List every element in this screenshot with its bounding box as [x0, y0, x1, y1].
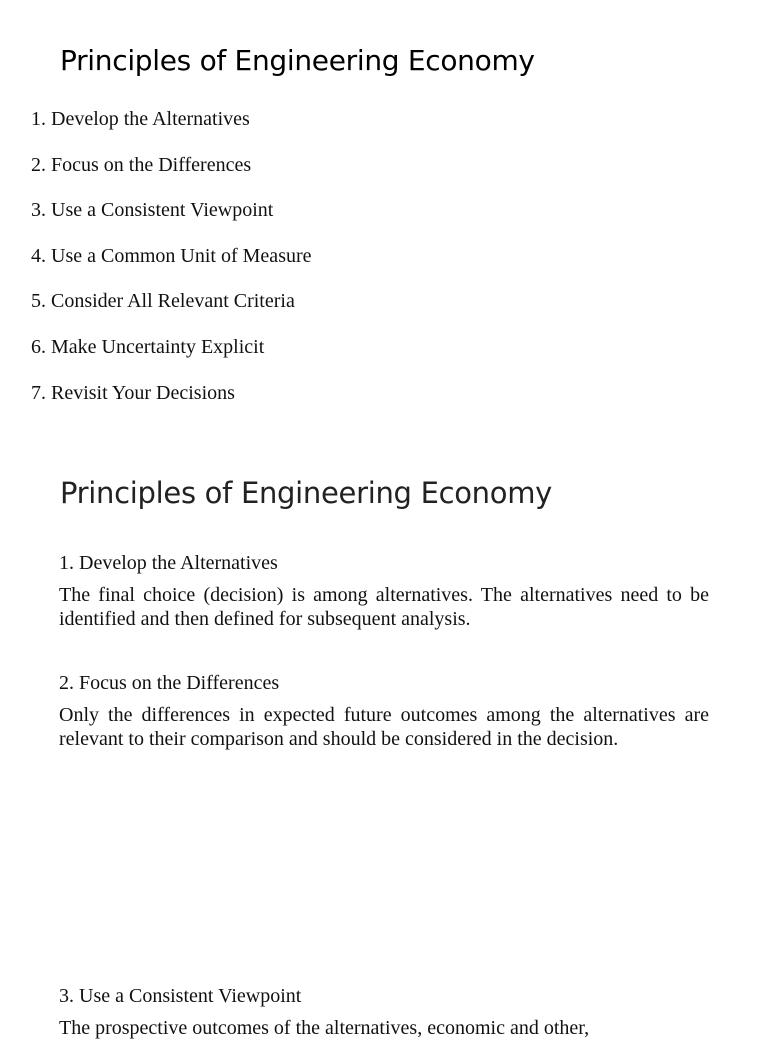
section-heading: 3. Use a Consistent Viewpoint	[59, 985, 302, 1007]
section-body: The prospective outcomes of the alternatives, economic and other,	[59, 1017, 590, 1039]
section-heading: 1. Develop the Alternatives	[59, 552, 278, 574]
list-item: 6. Make Uncertainty Explicit	[31, 335, 265, 358]
list-item: 4. Use a Common Unit of Measure	[31, 244, 312, 267]
slide-1-title: Principles of Engineering Economy	[60, 44, 535, 77]
list-item: 1. Develop the Alternatives	[31, 108, 250, 130]
section-heading: 2. Focus on the Differences	[59, 672, 280, 694]
principle-section-focus-differences	[59, 671, 709, 751]
principle-section-consistent-viewpoint	[59, 984, 709, 1040]
principles-list	[31, 106, 312, 425]
list-item: 5. Consider All Relevant Criteria	[31, 290, 295, 313]
section-body: Only the differences in expected future outcomes among the alternatives are relevant to their comparison and should be considered in the decision.	[59, 704, 709, 750]
slide-2-title: Principles of Engineering Economy	[60, 476, 553, 510]
section-body: The final choice (decision) is among alternatives. The alternatives need to be identified and then defined for subsequent analysis.	[59, 584, 709, 630]
list-item: 2. Focus on the Differences	[31, 153, 252, 176]
principle-section-develop-alternatives	[59, 551, 709, 631]
list-item: 7. Revisit Your Decisions	[31, 381, 235, 404]
list-item: 3. Use a Consistent Viewpoint	[31, 199, 274, 222]
